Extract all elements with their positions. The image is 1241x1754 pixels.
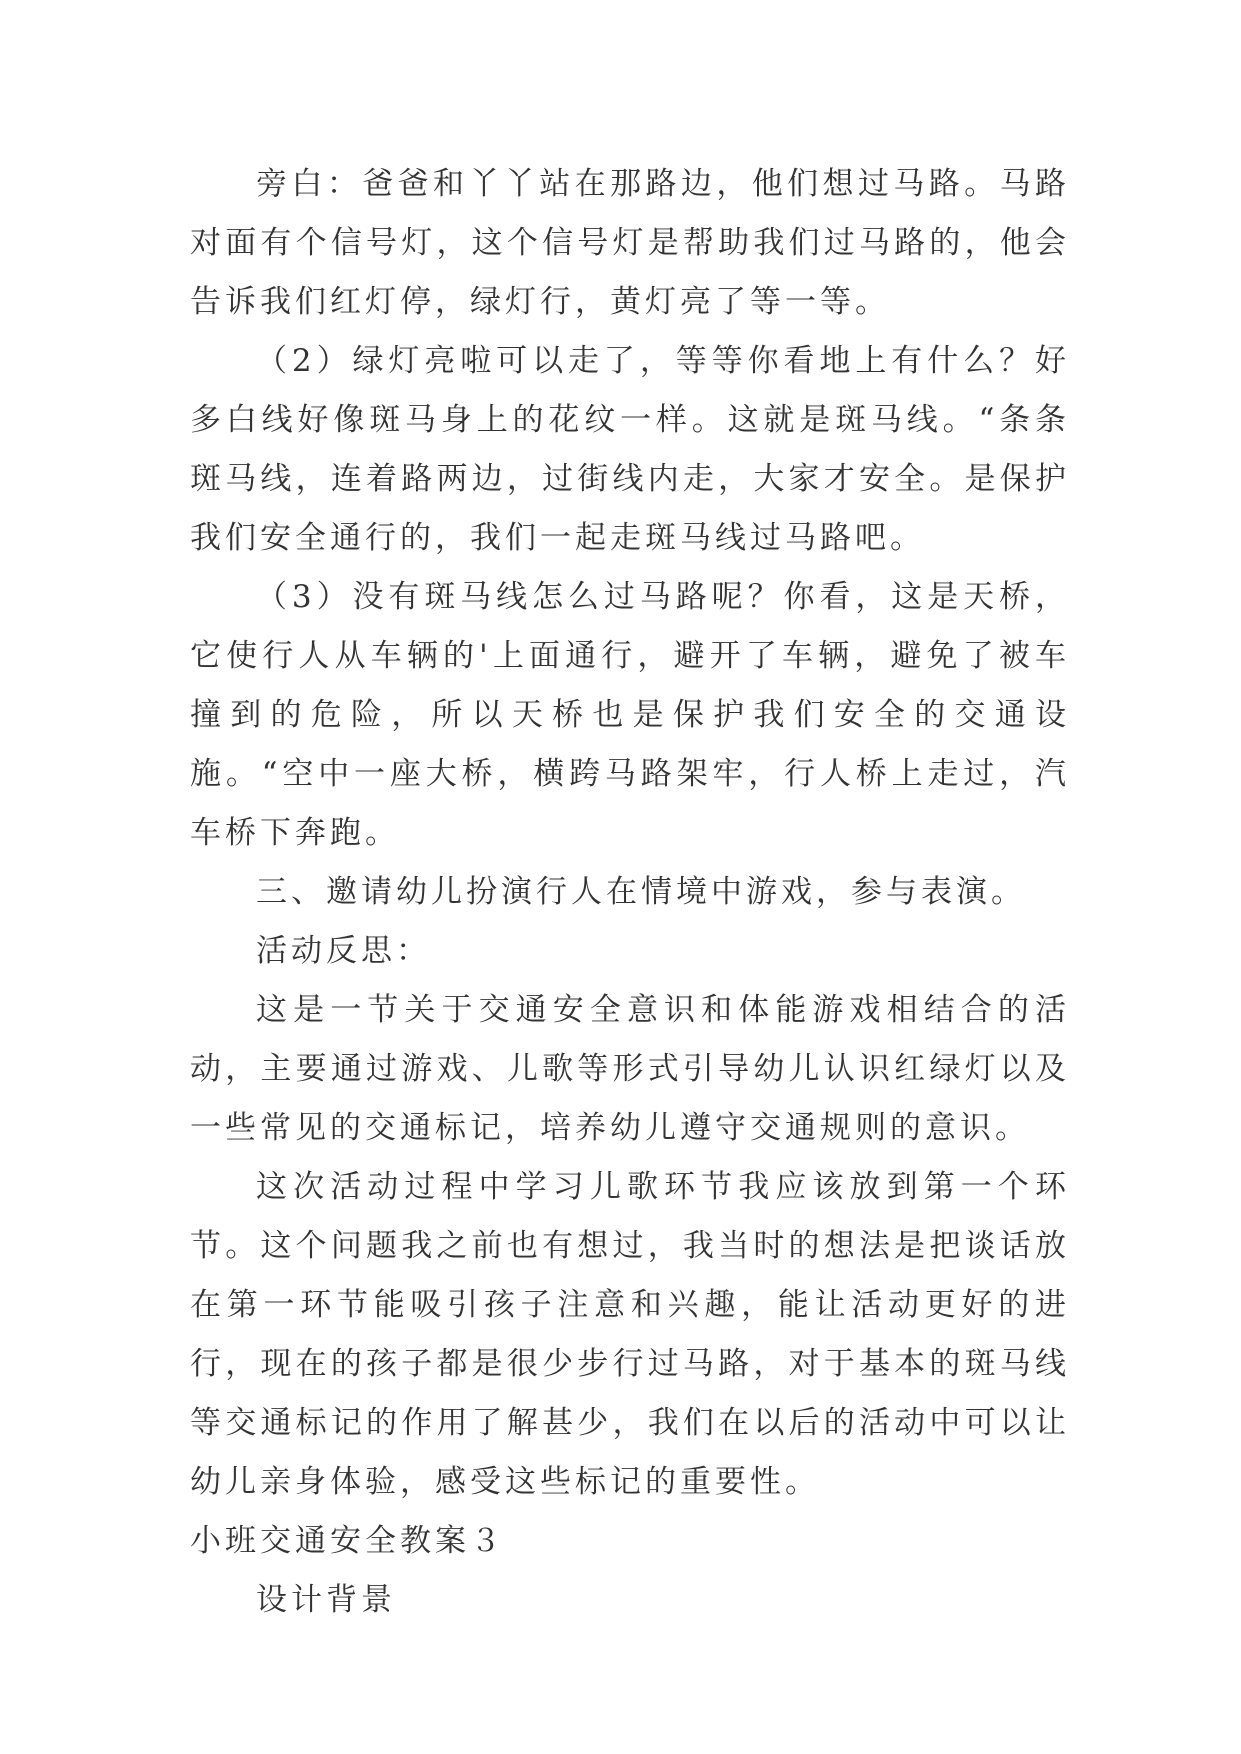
document-body bbox=[190, 155, 1070, 1630]
paragraph-section-three: 三、邀请幼儿扮演行人在情境中游戏，参与表演。 bbox=[256, 874, 1026, 910]
section-title: 小班交通安全教案３ bbox=[190, 1523, 505, 1559]
paragraph-step-3: （3）没有斑马线怎么过马路呢？你看，这是天桥，它使行人从车辆的'上面通行，避开了车辆，避免了被车撞到的危险，所以天桥也是保护我们安全的交通设施。“空中一座大桥，横跨马路架牢，行人桥上走过，汽车桥下奔跑。 bbox=[190, 579, 1070, 851]
paragraph-reflection-1: 这是一节关于交通安全意识和体能游戏相结合的活动，主要通过游戏、儿歌等形式引导幼儿认识红绿灯以及一些常见的交通标记，培养幼儿遵守交通规则的意识。 bbox=[190, 992, 1070, 1146]
subheading-design-background: 设计背景 bbox=[256, 1582, 396, 1618]
paragraph-reflection-2: 这次活动过程中学习儿歌环节我应该放到第一个环节。这个问题我之前也有想过，我当时的想法是把谈话放在第一环节能吸引孩子注意和兴趣，能让活动更好的进行，现在的孩子都是很少步行过马路，对于基本的斑马线等交通标记的作用了解甚少，我们在以后的活动中可以让幼儿亲身体验，感受这些标记的重要性。 bbox=[190, 1169, 1070, 1500]
paragraph-reflection-label: 活动反思： bbox=[256, 933, 431, 969]
paragraph-step-2: （2）绿灯亮啦可以走了，等等你看地上有什么？好多白线好像斑马身上的花纹一样。这就是斑马线。“条条斑马线，连着路两边，过街线内走，大家才安全。是保护我们安全通行的，我们一起走斑马线过马路吧。 bbox=[190, 343, 1070, 556]
paragraph-narration: 旁白：爸爸和丫丫站在那路边，他们想过马路。马路对面有个信号灯，这个信号灯是帮助我们过马路的，他会告诉我们红灯停，绿灯行，黄灯亮了等一等。 bbox=[190, 166, 1070, 320]
